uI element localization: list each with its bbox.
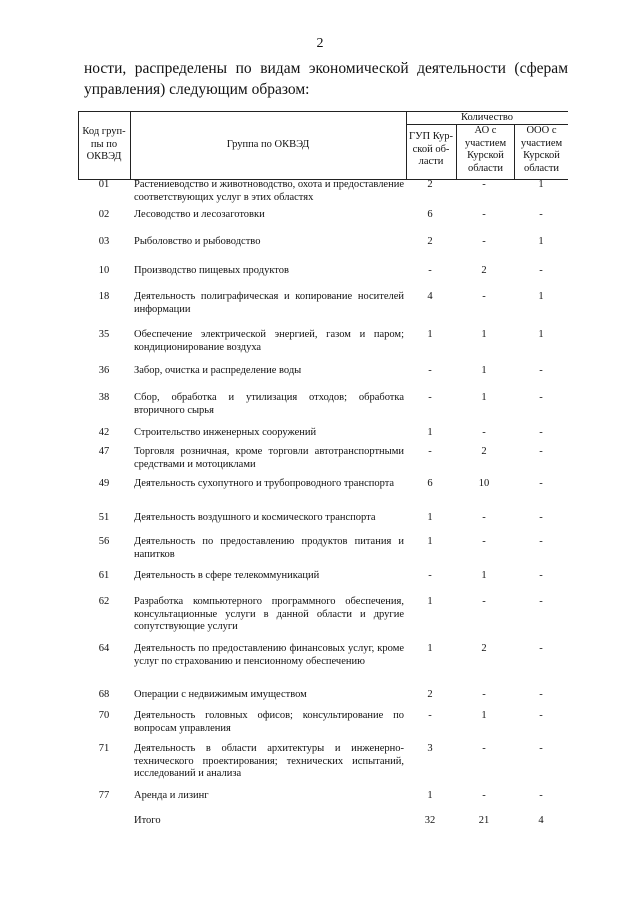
header-code: Код груп-пы по ОКВЭД xyxy=(82,126,126,162)
row-name: Деятельность в сфере телекоммуникаций xyxy=(134,570,320,581)
row-value-b: - xyxy=(482,596,486,607)
row-name: Растениеводство и животноводство, охота и предоставление соответствующих услуг в этих областях xyxy=(134,179,404,203)
row-code: 56 xyxy=(98,536,110,547)
total-value-c: 4 xyxy=(538,815,544,826)
row-value-b: 2 xyxy=(481,265,487,276)
row-value-c: - xyxy=(539,446,543,457)
row-value-c: 1 xyxy=(538,179,544,190)
row-value-a: 2 xyxy=(427,689,433,700)
row-name: Деятельность головных офисов; консультирование по вопросам управления xyxy=(134,710,404,734)
row-value-a: 1 xyxy=(427,790,433,801)
row-value-b: - xyxy=(482,179,486,190)
row-value-b: - xyxy=(482,689,486,700)
row-code: 36 xyxy=(98,365,110,376)
row-value-c: - xyxy=(539,365,543,376)
intro-paragraph: ности, распределены по видам экономической деятельности (сферам управления) следующим образом: xyxy=(84,60,568,98)
row-name: Забор, очистка и распределение воды xyxy=(134,365,302,376)
row-name: Деятельность воздушного и космического транспорта xyxy=(134,512,376,523)
row-code: 64 xyxy=(98,643,110,654)
row-value-c: - xyxy=(539,710,543,721)
row-name: Деятельность сухопутного и трубопроводного транспорта xyxy=(134,478,395,489)
row-name: Деятельность полиграфическая и копирование носителей информации xyxy=(134,291,404,315)
row-code: 18 xyxy=(98,291,110,302)
row-value-a: 1 xyxy=(427,643,433,654)
row-value-c: - xyxy=(539,209,543,220)
row-value-b: 10 xyxy=(478,478,490,489)
row-value-a: 4 xyxy=(427,291,433,302)
row-code: 42 xyxy=(98,427,110,438)
row-value-c: - xyxy=(539,596,543,607)
row-value-a: 1 xyxy=(427,596,433,607)
row-value-b: 2 xyxy=(481,643,487,654)
row-value-a: - xyxy=(428,570,432,581)
row-value-c: - xyxy=(539,689,543,700)
row-value-b: - xyxy=(482,291,486,302)
row-value-b: 1 xyxy=(481,710,487,721)
row-value-a: - xyxy=(428,446,432,457)
row-value-a: 1 xyxy=(427,329,433,340)
row-value-c: - xyxy=(539,427,543,438)
row-value-b: - xyxy=(482,427,486,438)
row-name: Деятельность в области архитектуры и инженерно-технического проектирования; технических испытаний, исследований и анализа xyxy=(134,743,404,779)
row-name: Обеспечение электрической энергией, газом и паром; кондиционирование воздуха xyxy=(134,329,404,353)
row-value-a: 6 xyxy=(427,209,433,220)
row-name: Операции с недвижимым имуществом xyxy=(134,689,307,700)
row-name: Разработка компьютерного программного обеспечения, консультационные услуги в данной области и другие сопутствующие услуги xyxy=(134,596,404,632)
row-code: 10 xyxy=(98,265,110,276)
row-code: 51 xyxy=(98,512,110,523)
row-code: 47 xyxy=(98,446,110,457)
row-name: Строительство инженерных сооружений xyxy=(134,427,317,438)
row-name: Производство пищевых продуктов xyxy=(134,265,289,276)
row-name: Сбор, обработка и утилизация отходов; обработка вторичного сырья xyxy=(134,392,404,416)
row-code: 02 xyxy=(98,209,110,220)
page-number: 2 xyxy=(316,36,324,51)
header-col-c: ООО с участием Курской области xyxy=(520,125,563,174)
row-code: 68 xyxy=(98,689,110,700)
row-code: 70 xyxy=(98,710,110,721)
header-col-a: ГУП Кур-ской об-ласти xyxy=(409,131,453,167)
row-value-b: - xyxy=(482,743,486,754)
row-code: 62 xyxy=(98,596,110,607)
row-value-b: 2 xyxy=(481,446,487,457)
row-value-a: - xyxy=(428,392,432,403)
row-value-b: - xyxy=(482,236,486,247)
row-value-c: - xyxy=(539,512,543,523)
row-value-a: 6 xyxy=(427,478,433,489)
row-value-c: - xyxy=(539,643,543,654)
row-value-a: - xyxy=(428,710,432,721)
row-value-b: 1 xyxy=(481,365,487,376)
row-value-c: - xyxy=(539,392,543,403)
row-name: Торговля розничная, кроме торговли автотранспортными средствами и мотоциклами xyxy=(134,446,404,470)
row-value-c: 1 xyxy=(538,291,544,302)
header-group: Группа по ОКВЭД xyxy=(226,139,310,150)
table-header xyxy=(78,111,568,180)
row-value-c: - xyxy=(539,790,543,801)
row-value-b: 1 xyxy=(481,329,487,340)
total-value-a: 32 xyxy=(424,815,436,826)
row-name: Лесоводство и лесозаготовки xyxy=(134,209,265,220)
row-value-b: - xyxy=(482,209,486,220)
row-value-a: - xyxy=(428,365,432,376)
table-body xyxy=(78,178,568,828)
row-value-a: 1 xyxy=(427,536,433,547)
row-code: 49 xyxy=(98,478,110,489)
row-name: Аренда и лизинг xyxy=(134,790,209,801)
row-value-c: 1 xyxy=(538,329,544,340)
row-code: 35 xyxy=(98,329,110,340)
row-value-b: - xyxy=(482,512,486,523)
row-value-a: 1 xyxy=(427,427,433,438)
row-value-a: 2 xyxy=(427,236,433,247)
row-value-b: - xyxy=(482,536,486,547)
row-value-a: 2 xyxy=(427,179,433,190)
header-quantity: Количество xyxy=(460,112,514,123)
row-value-b: - xyxy=(482,790,486,801)
total-label: Итого xyxy=(134,815,161,826)
row-code: 71 xyxy=(98,743,110,754)
row-value-b: 1 xyxy=(481,570,487,581)
row-value-c: 1 xyxy=(538,236,544,247)
row-code: 61 xyxy=(98,570,110,581)
row-name: Деятельность по предоставлению финансовых услуг, кроме услуг по страхованию и пенсионному обеспечению xyxy=(134,643,404,667)
row-name: Рыболовство и рыбоводство xyxy=(134,236,261,247)
row-value-c: - xyxy=(539,536,543,547)
total-value-b: 21 xyxy=(478,815,490,826)
row-name: Деятельность по предоставлению продуктов питания и напитков xyxy=(134,536,404,560)
row-code: 03 xyxy=(98,236,110,247)
row-value-b: 1 xyxy=(481,392,487,403)
row-value-c: - xyxy=(539,478,543,489)
row-value-a: 1 xyxy=(427,512,433,523)
row-value-c: - xyxy=(539,743,543,754)
row-value-a: 3 xyxy=(427,743,433,754)
row-value-c: - xyxy=(539,265,543,276)
row-code: 01 xyxy=(98,179,110,190)
row-value-a: - xyxy=(428,265,432,276)
header-col-b: АО с участием Курской области xyxy=(464,125,507,174)
row-code: 77 xyxy=(98,790,110,801)
row-code: 38 xyxy=(98,392,110,403)
row-value-c: - xyxy=(539,570,543,581)
